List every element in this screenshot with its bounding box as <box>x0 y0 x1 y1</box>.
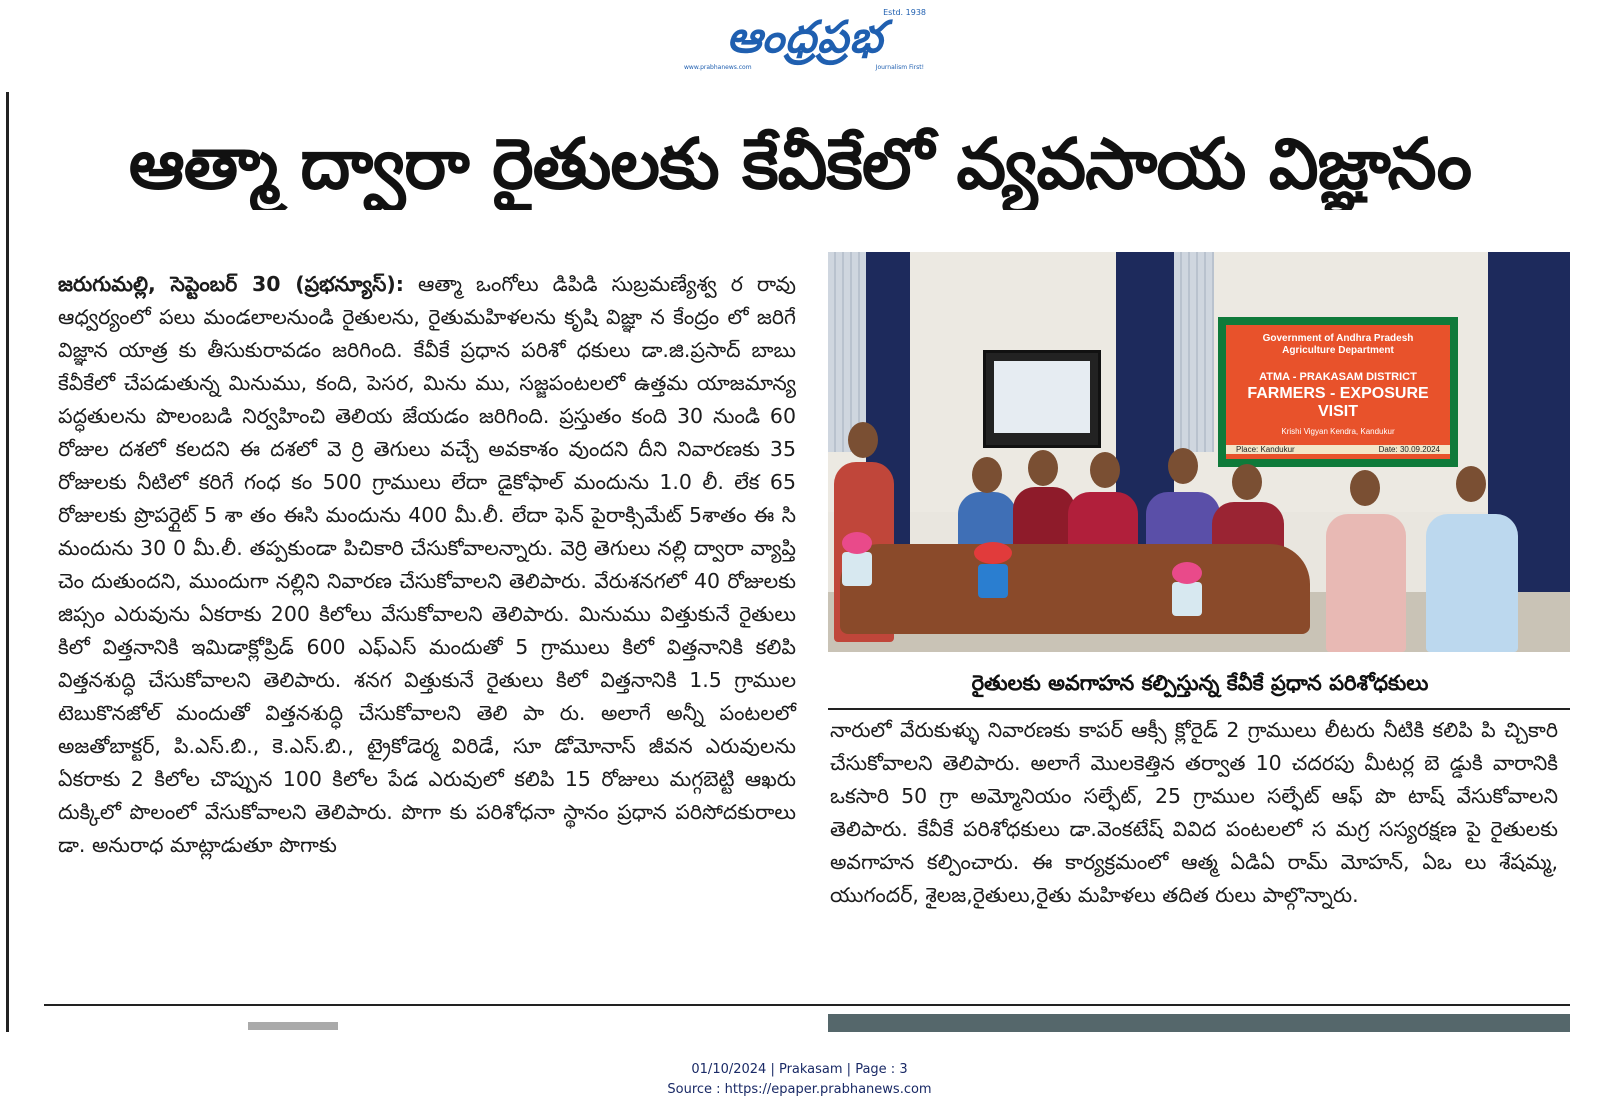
body-line: ధకులు డా.జి.ప్రసాద్ బాబు కేవీకేలో చేపడుతున్న మినుము, కంది, పెసర, మిను <box>58 338 797 395</box>
masthead <box>680 8 930 74</box>
flower-bloom <box>974 542 1012 564</box>
site-url: www.prabhanews.com <box>684 64 752 71</box>
article-photo <box>828 252 1570 652</box>
flower-bloom <box>842 532 872 554</box>
seated-person <box>1326 514 1406 652</box>
flower-vase <box>1172 582 1202 616</box>
body-line: దుతుందని, ముందుగా నల్లిని నివారణ చేసుకోవాలని తెలిపారు. వేరుశనగలో 40 <box>91 569 721 593</box>
body-line: చ్చికారి చేసుకోవాలని తెలిపారు. అలాగే మొలకెత్తిన తర్వాత 10 చదరపు మీటర్ల బె <box>830 718 1558 775</box>
person-head <box>1232 464 1262 500</box>
body-line: టాష్ వేసుకోవాలని తెలిపారు. కేవీకే పరిశోధకులు డా.వెంకటేష్ వివిద పంటలలో స <box>830 784 1558 841</box>
person-head <box>848 422 878 458</box>
window-blind <box>1174 252 1214 452</box>
seated-person <box>1426 514 1518 652</box>
banner-gov: Government of Andhra Pradesh <box>1262 333 1414 344</box>
banner-footer <box>1226 445 1450 454</box>
tv-screen <box>983 350 1101 448</box>
caption-rule <box>828 708 1570 710</box>
body-line: ర్రి తెగులు వచ్చే అవకాశం వుందని దీని నివారణకు 35 రోజులకు నీటిలో కరిగే గంధ <box>58 437 796 494</box>
flower-bloom <box>1172 562 1202 584</box>
left-column-rule <box>6 92 9 1032</box>
event-banner <box>1218 317 1458 467</box>
body-line: న కేంద్రం లో జరిగే విజ్ఞాన యాత్ర కు తీసుకురావడం జరిగింది. కేవీకే ప్రధాన పరిశో <box>58 305 796 362</box>
banner-place: Place: Kandukur <box>1236 445 1295 454</box>
body-line: ము, సజ్జపంటలలో ఉత్తమ యాజమాన్య పద్ధతులను పొలంబడి నిర్వహించి తెలియ <box>58 371 796 428</box>
person-head <box>1168 448 1198 484</box>
newspaper-logo: ఆంధ్రప్రభ <box>726 12 884 63</box>
body-line: డోమోనాస్ జీవన ఎరువులను ఏకరాకు 2 కిలోల చొప్పున 100 కిలోల పేడ ఎరువులో <box>58 734 796 791</box>
person-head <box>1090 452 1120 488</box>
body-line: ర రావు ఆధ్వర్యంలో పలు మండలాలనుండి రైతులను, రైతుమహిళలను కృషి విజ్ఞా <box>58 272 796 329</box>
banner-title: FARMERS - EXPOSURE VISIT <box>1247 385 1429 420</box>
bottom-rule <box>44 1004 1570 1006</box>
body-line: రోజులకు జిప్సం ఎరువును ఏకరాకు 200 కిలోలు వేసుకోవాలని తెలిపారు. మినుము <box>58 569 796 626</box>
body-line: విత్తనానికి 1.5 గ్రాముల టెబుకొనజోల్ మందుతో విత్తనశుద్ధి చేసుకోవాలని తెలి పా <box>58 668 796 725</box>
body-line: డ్డుకి వారానికి ఒకసారి 50 గ్రా అమ్మోనియం సల్ఫేట్, 25 గ్రాముల సల్ఫేట్ ఆఫ్ పొ <box>830 751 1558 808</box>
footer-edition: 01/10/2024 | Prakasam | Page : 3 <box>691 1062 908 1077</box>
body-line: తం ఈసి మందును 400 మీ.లీ. లేదా ఫెన్ పైరాక్సిమేట్ 5శాతం ఈ సి మందును 30 <box>58 503 796 560</box>
flower-vase <box>842 552 872 586</box>
article-headline: ఆత్మా ద్వారా రైతులకు కేవీకేలో వ్యవసాయ విజ్ఞానం <box>128 123 1472 205</box>
person-head <box>1456 466 1486 502</box>
body-line: జేయడం జరిగింది. ప్రస్తుతం కంది 30 నుండి 60 రోజుల దశలో కలదని ఈ దశలో వె <box>58 404 796 461</box>
tagline: Journalism First! <box>875 64 924 71</box>
body-line: రు. అలాగే అన్నీ పంటలలో అజతోబాక్టర్, పి.ఎస్.బి., కె.ఎస్.బి., ట్రైకోడెర్మ విరిడే, సూ <box>58 701 796 758</box>
banner-district: ATMA - PRAKASAM DISTRICT <box>1259 371 1417 383</box>
body-line: 0 మీ.లీ. తప్పకుండా పిచికారి చేసుకోవాలన్నారు. వెర్రి తెగులు నల్లి ద్వారా వ్యాప్తి చెం <box>58 536 796 593</box>
body-line: కలిపి 15 రోజులు మగ్గబెట్టి ఆఖరు దుక్కిలో పొలంలో వేసుకోవాలని తెలిపారు. పొగా <box>58 767 796 824</box>
next-article-text-strip <box>248 1022 338 1030</box>
person-head <box>1350 470 1380 506</box>
footer-source: Source : https://epaper.prabhanews.com <box>667 1082 932 1097</box>
body-line: కం 500 గ్రాములు లేదా డైకోఫాల్ మందును 1.0 లీ. లేక 65 రోజులకు ప్రొపర్గైట్ 5 శా <box>58 470 796 527</box>
conference-table <box>840 544 1310 634</box>
banner-dept: Agriculture Department <box>1282 345 1394 356</box>
person-head <box>972 457 1002 493</box>
dateline: జరుగుమల్లి, సెప్టెంబర్ 30 (ప్రభన్యూస్): <box>58 272 404 296</box>
person-head <box>1028 450 1058 486</box>
body-line: ఆత్మా ఒంగోలు డిపిడి సుబ్రమణ్యేశ్వ <box>418 272 717 296</box>
flower-vase <box>978 564 1008 598</box>
banner-venue: Krishi Vigyan Kendra, Kandukur <box>1281 427 1395 436</box>
body-line: విత్తుకునే రైతులు కిలో విత్తనానికి ఇమిడాక్లోప్రిడ్ 600 ఎఫ్ఎస్ మందుతో 5 గ్రాములు <box>58 602 796 659</box>
body-line: మగ్ర సస్యరక్షణ పై రైతులకు అవగాహన కల్పించారు. ఈ కార్యక్రమంలో ఆత్మ ఏడిఏ <box>830 817 1558 874</box>
body-line: రామ్ మోహన్, ఏఒ లు శేషమ్మ, యుగందర్, శైలజ,రైతులు,రైతు మహిళలు తదిత <box>830 850 1558 907</box>
established-label: Estd. 1938 <box>883 8 926 17</box>
photo-caption: రైతులకు అవగాహన కల్పిస్తున్న కేవీకే ప్రధాన పరిశోధకులు <box>971 671 1429 695</box>
article-body-left <box>58 268 796 862</box>
body-line: రులు పాల్గొన్నారు. <box>1215 883 1359 907</box>
page-footer <box>0 1060 1599 1100</box>
body-line: కు పరిశోధనా స్థానం ప్రధాన పరిసోదకురాలు డా. అనురాధ మాట్లాడుతూ పొగాకు <box>58 800 796 857</box>
body-line: నారులో వేరుకుళ్ళు నివారణకు కాపర్ ఆక్సీ క్లోరైడ్ 2 గ్రాములు లీటరు నీటికి కలిపి పి <box>830 718 1496 742</box>
body-line: కిలో విత్తనానికి కలిపి విత్తనశుద్ధి చేసుకోవాలని తెలిపారు. శనగ విత్తుకునే రైతులు కిలో <box>58 635 796 692</box>
banner-date: Date: 30.09.2024 <box>1378 445 1440 454</box>
next-article-photo-strip <box>828 1014 1570 1032</box>
article-body-right <box>830 714 1558 912</box>
